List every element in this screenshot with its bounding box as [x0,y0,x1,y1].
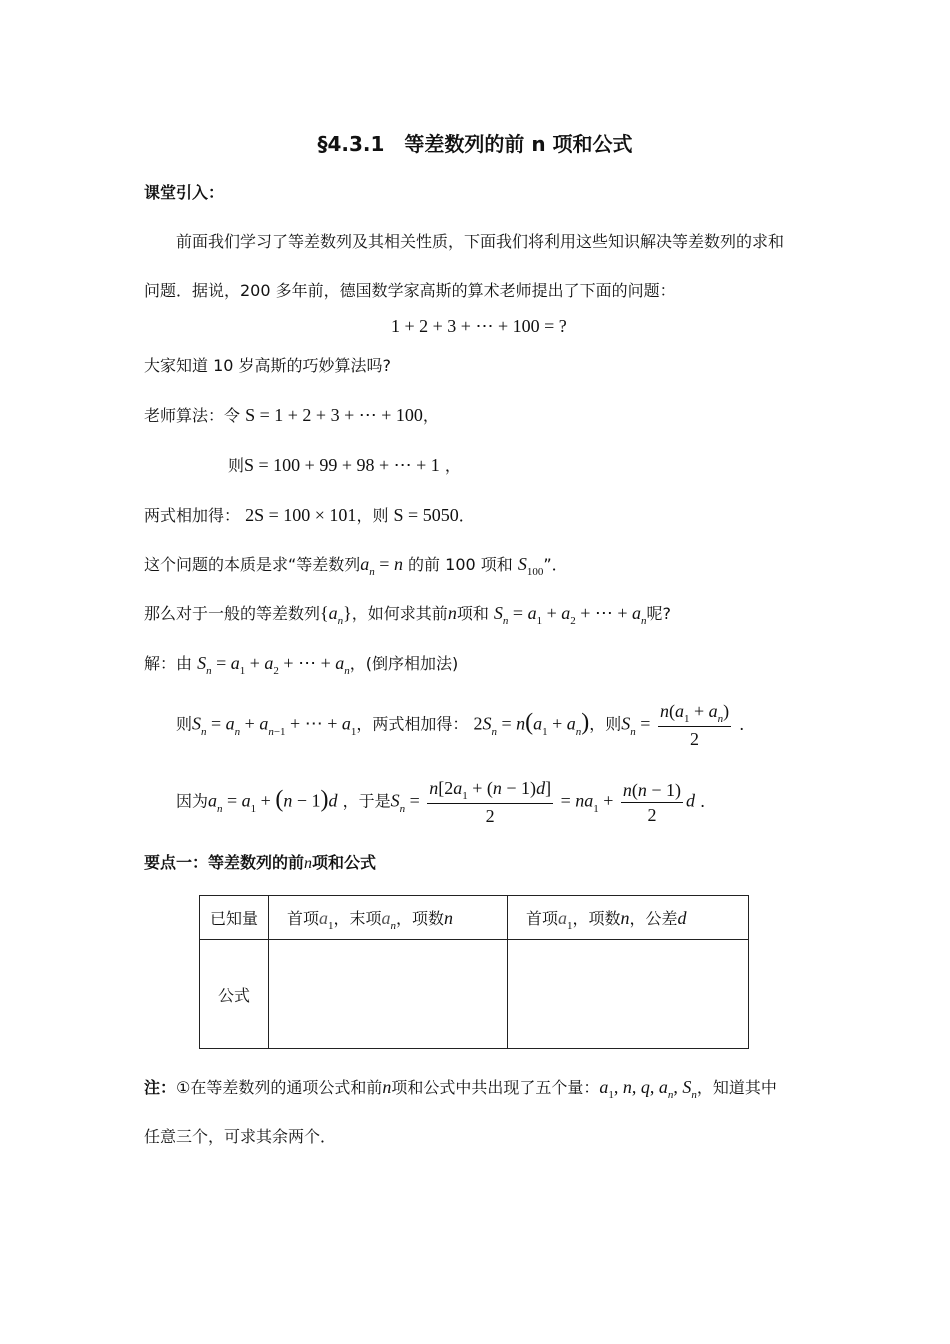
formula-table [199,895,749,1049]
solution-method: ，(倒序相加法) [349,654,459,673]
solution-line1: 解：由 $S_n = a_1 + a_2$ + ⋯ + $a_n$，(倒序相加法) [144,653,459,677]
add-then: ，则 [356,506,389,525]
solution-line3: 因为$a_n = a_1 + (n - 1)d$ ，于是$S_n$ = $\frac{n[2a_1 + (n - 1)d]}{2}$ = $na_1$ + $\frac{n(n - 1)}{2}$ d ． [176,778,717,826]
intro-heading: 课堂引入： [144,183,225,202]
table-header-col1: 首项$a_1$，末项$a_n$，项数n [269,896,508,940]
table-header-row [200,896,749,940]
intro-para-line1: 前面我们学习了等差数列及其相关性质，下面我们将利用这些知识解决等差数列的求和 [176,232,785,251]
general-mid: ，如何求其前 [351,604,448,623]
table-header-known: 已知量 [200,896,269,940]
because-label: 因为 [176,791,209,811]
table-header-col2: 首项$a_1$，项数n，公差d [508,896,749,940]
dot: ． [700,791,717,811]
table-row [200,940,749,1049]
sum-fraction-d: $\frac{n[2a_1 + (n - 1)d]}{2}$ [429,778,552,826]
comma: ， [444,456,461,475]
period: ． [458,506,475,525]
add-formula: 2S = 100 × 101 [245,505,357,525]
table-cell-empty [269,940,508,1049]
essence-line: 这个问题的本质是求“等差数列$a_n = n$ 的前 100 项和 $S_{100}$”． [144,554,568,578]
teacher-formula: S = 1 + 2 + 3 + ⋯ + 100 [245,405,423,425]
essence-mid: 的前 100 项和 [408,555,513,574]
then-label: 则 [228,456,245,475]
add-result: S = 5050 [393,505,459,525]
essence-pre: 这个问题的本质是求“等差数列 [144,555,361,574]
general-pre: 那么对于一般的等差数列 [144,604,321,623]
teacher-label: 老师算法：令 [144,406,241,425]
solution-line2: 则$S_n = a_n + a_{n-1}$ + ⋯ + $a_1$，两式相加得： $2S_n = n(a_1 + a_n)$，则$S_n$ = $\frac{n(a_1 + a_n)}{2}$ ． [176,701,756,749]
note-line1: 注：①在等差数列的通项公式和前n项和公式中共出现了五个量：$a_1$, n, q, $a_n$, $S_n$，知道其中 [144,1077,777,1101]
table-cell-empty [508,940,749,1049]
so-label: ，于是 [342,791,391,811]
sum-fraction: $\frac{n(a_1 + a_n)}{2}$ [659,701,730,749]
table-formula-label: 公式 [200,940,269,1049]
note-line2: 任意三个，可求其余两个． [144,1127,337,1146]
page-title: §4.3.1 等差数列的前 n 项和公式 [317,132,633,156]
solution-then: 则 [176,714,193,734]
dot: ． [739,714,756,734]
gauss-formula: 1 + 2 + 3 + ⋯ + 100 = ? [391,316,567,336]
then-line [228,455,461,476]
general-mid2: 项和 [456,604,489,623]
solution-add: ，两式相加得： [356,714,469,734]
then-formula: S = 100 + 99 + 98 + ⋯ + 1 [244,455,440,475]
keypoint-heading: 要点一：等差数列的前n项和公式 [144,853,377,872]
note-label: 注： [144,1078,177,1097]
comma: ， [422,406,439,425]
solution-label: 解：由 [144,654,193,673]
solution-then2: ，则 [589,714,622,734]
intro-para-line2: 问题．据说，200 多年前，德国数学家高斯的算术老师提出了下面的问题： [144,281,676,300]
sum-fraction-nd: $\frac{n(n - 1)}{2}$ [622,779,682,825]
add-line [144,505,475,526]
general-line: 那么对于一般的等差数列$\{a_n\}$，如何求其前n项和 $S_n = a_1 + a_2$ + ⋯ + $a_n$呢? [144,603,672,627]
gauss-question: 大家知道 10 岁高斯的巧妙算法吗? [144,356,392,375]
teacher-line [144,405,439,426]
essence-post: ”． [543,555,568,574]
general-post: 呢? [646,604,672,623]
add-label: 两式相加得： [144,506,241,525]
